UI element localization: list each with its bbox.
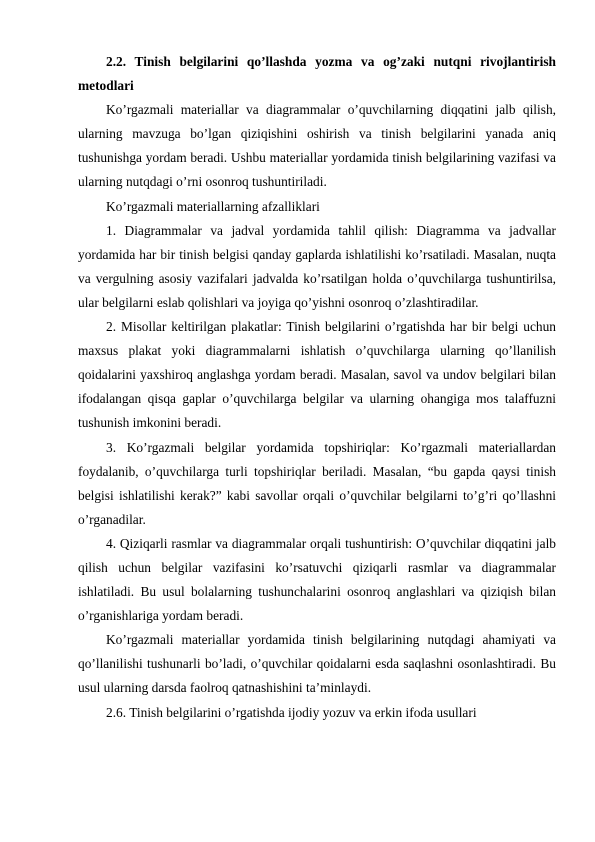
paragraph-item-2: 2. Misollar keltirilgan plakatlar: Tinish belgilarini o’rgatishda har bir belgi uchun maxsus plakat yoki diagrammalarni ishlatish o’quvchilarga ularning qo’llanilish qoidalarini yaxshiroq anglashga yordam beradi. Masalan, savol va undov belgilari bilan ifodalangan qisqa gaplar o’quvchilarga belgilar va ularning ohangiga mos talaffuzni tushunish imkonini beradi. bbox=[78, 319, 556, 431]
paragraph-item-3: 3. Ko’rgazmali belgilar yordamida topshiriqlar: Ko’rgazmali materiallardan foydalanib, o’quvchilarga turli topshiriqlar beriladi. Masalan, “bu gapda qaysi tinish belgisi ishlatilishi kerak?” kabi savollar orqali o’quvchilar belgilarni to’g’ri qo’llashni o’rganadilar. bbox=[78, 439, 556, 527]
paragraph-advantages-title: Ko’rgazmali materiallarning afzalliklari bbox=[106, 198, 320, 214]
paragraph-intro: Ko’rgazmali materiallar va diagrammalar o’quvchilarning diqqatini jalb qilish, ularning mavzuga bo’lgan qiziqishini oshirish va tinish belgilarini yanada aniq tushunishga yordam beradi. Ushbu materiallar yordamida tinish belgilarining vazifasi va ularning nutqdagi o’rni osonroq tushuntiriladi. bbox=[78, 102, 556, 190]
paragraph-conclusion: Ko’rgazmali materiallar yordamida tinish belgilarining nutqdagi ahamiyati va qo’llanilishi tushunarli bo’ladi, o’quvchilar qoidalarni esda saqlashni osonlashtiradi. Bu usul ularning darsda faolroq qatnashishini ta’minlaydi. bbox=[78, 632, 556, 696]
paragraph-item-1: 1. Diagrammalar va jadval yordamida tahlil qilish: Diagramma va jadvallar yordamida har bir tinish belgisi qanday gaplarda ishlatilishi ko’rsatiladi. Masalan, nuqta va vergulning asosiy vazifalari jadvalda ko’rsatilgan holda o’quvchilarga tushuntirilsa, ular belgilarni eslab qolishlari va joyiga qo’yishni osonroq o’zlashtiradilar. bbox=[78, 222, 556, 310]
paragraph-item-4: 4. Qiziqarli rasmlar va diagrammalar orqali tushuntirish: O’quvchilar diqqatini jalb qilish uchun belgilar vazifasini ko’rsatuvchi qiziqarli rasmlar va diagrammalar ishlatiladi. Bu usul bolalarning tushunchalarini osonroq anglashlari va qiziqish bilan o’rganishlariga yordam beradi. bbox=[78, 535, 556, 624]
next-section-heading: 2.6. Tinish belgilarini o’rgatishda ijodiy yozuv va erkin ifoda usullari bbox=[106, 704, 477, 720]
document-page bbox=[78, 50, 556, 725]
section-heading: 2.2. Tinish belgilarini qo’llashda yozma va og’zaki nutqni rivojlantirish metodlari bbox=[78, 54, 556, 94]
